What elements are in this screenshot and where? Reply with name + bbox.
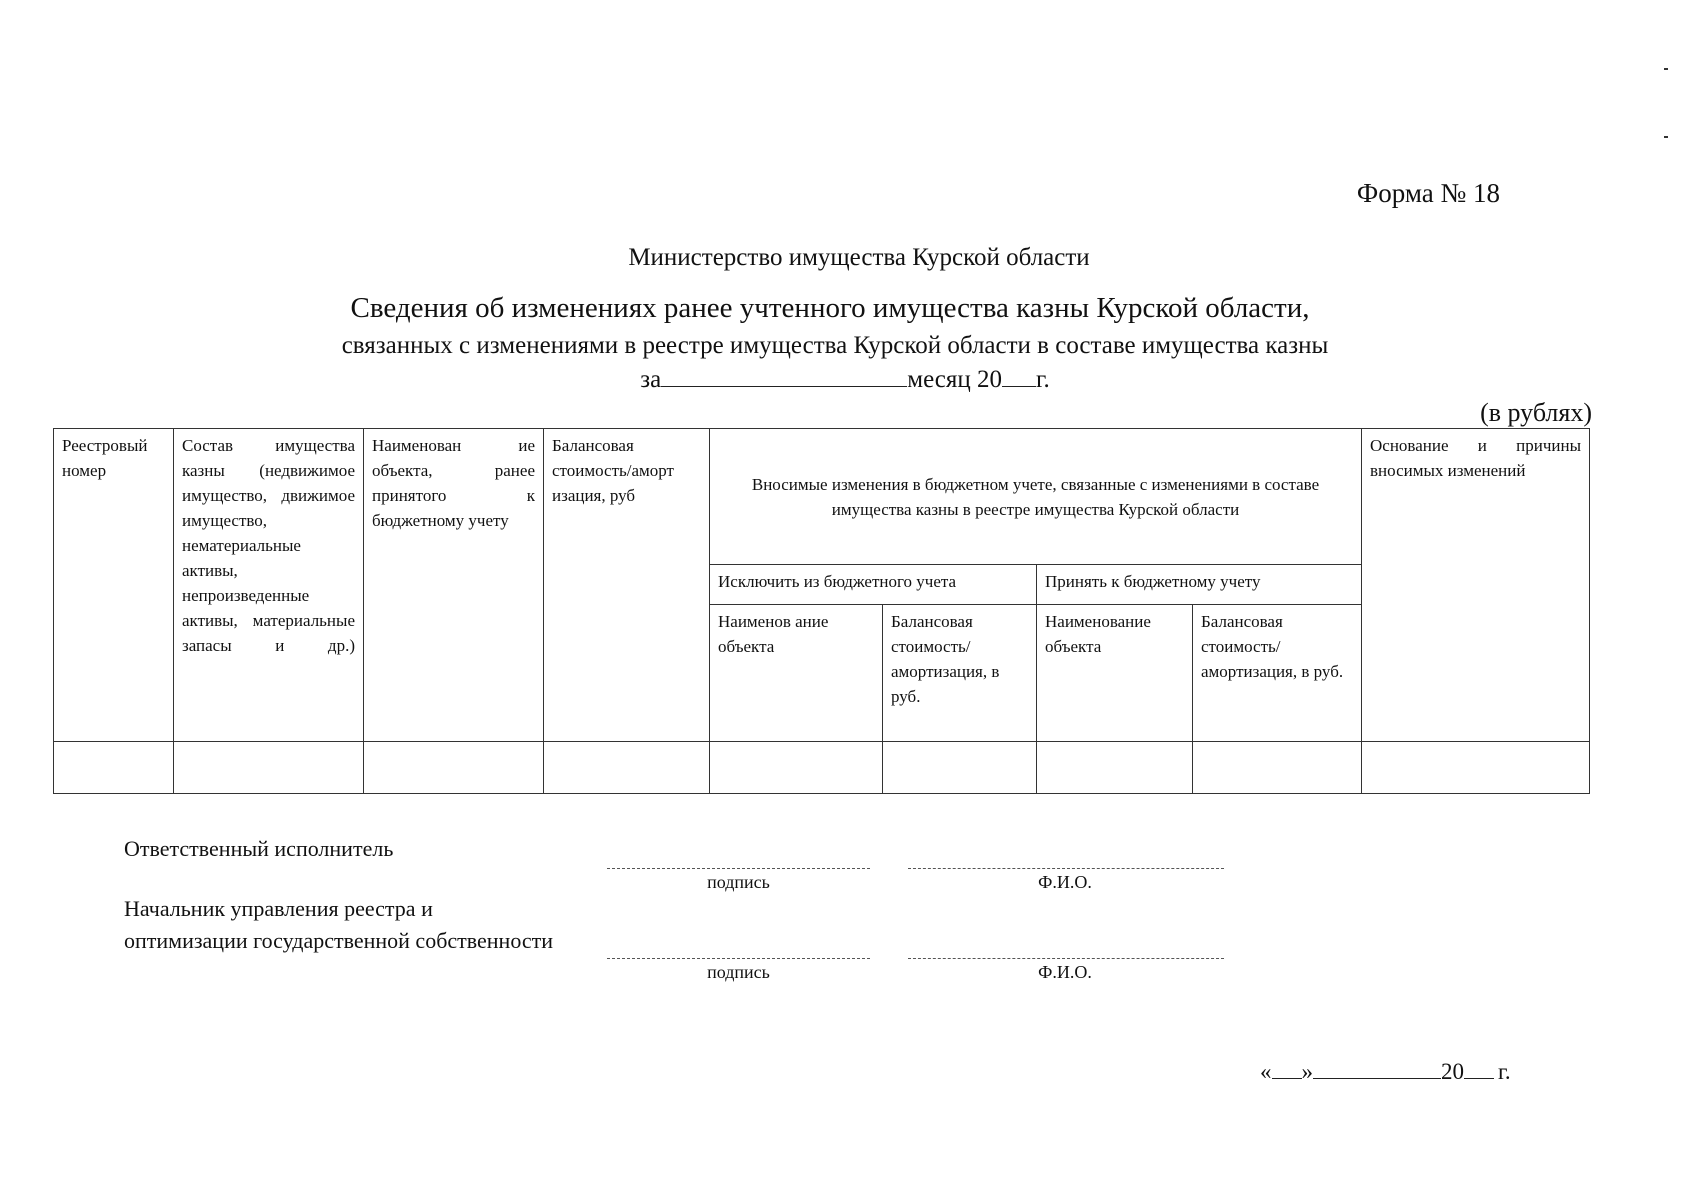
date-open-quote: «: [1260, 1059, 1272, 1084]
date-close-quote: »: [1301, 1059, 1313, 1084]
head-signature-line[interactable]: [607, 958, 870, 959]
cell-basis[interactable]: [1362, 741, 1590, 793]
period-month-blank[interactable]: [661, 366, 907, 387]
ministry-name: Министерство имущества Курской области: [628, 244, 1090, 271]
header-changes-group: Вносимые изменения в бюджетном учете, связанные с изменениями в составе имущества казны в реестре имущества Курской области: [710, 429, 1362, 565]
date-year-suffix: г.: [1498, 1059, 1511, 1084]
signing-date: [1260, 1058, 1511, 1085]
currency-unit-note: (в рублях): [1480, 398, 1592, 427]
document-title: Сведения об изменениях ранее учтенного имущества казны Курской области,: [350, 292, 1310, 324]
period-year-blank[interactable]: [1002, 366, 1036, 387]
executor-signature-line[interactable]: [607, 868, 870, 869]
cell-registry-number[interactable]: [54, 741, 174, 793]
changes-table: [53, 428, 1590, 794]
period-prefix: за: [640, 366, 662, 393]
header-registry-number: Реестровый номер: [54, 429, 174, 742]
head-label-line2: оптимизации государственной собственности: [124, 928, 554, 953]
header-composition: Состав имущества казны (недвижимое имущество, движимое имущество, нематериальные активы, непроизведенные активы, материальные запасы и др.): [174, 429, 364, 742]
executor-signature-caption: подпись: [707, 872, 770, 892]
cell-composition[interactable]: [174, 741, 364, 793]
header-exclude-group: Исключить из бюджетного учета: [710, 565, 1037, 605]
document-subtitle: связанных с изменениями в реестре имущества Курской области в составе имущества казны: [341, 332, 1329, 359]
date-year-blank[interactable]: [1464, 1058, 1494, 1079]
header-accept-value: Балансовая стоимость/ амортизация, в руб.: [1193, 605, 1362, 741]
form-number: Форма № 18: [1356, 178, 1500, 208]
period-suffix: г.: [1036, 366, 1050, 393]
cell-accept-name[interactable]: [1037, 741, 1193, 793]
scan-mark-top: [1664, 68, 1668, 70]
header-object-name: Наименован ие объекта, ранее принятого к бюджетному учету: [364, 429, 544, 742]
executor-name-caption: Ф.И.О.: [1038, 872, 1092, 892]
header-balance-value: Балансовая стоимость/аморт изация, руб: [544, 429, 710, 742]
head-name-line[interactable]: [908, 958, 1224, 959]
header-exclude-name: Наименов ание объекта: [710, 605, 883, 741]
head-name-caption: Ф.И.О.: [1038, 962, 1092, 982]
cell-accept-value[interactable]: [1193, 741, 1362, 793]
header-basis: Основание и причины вносимых изменений: [1362, 429, 1590, 742]
executor-name-line[interactable]: [908, 868, 1224, 869]
header-accept-group: Принять к бюджетному учету: [1037, 565, 1362, 605]
header-accept-name: Наименование объекта: [1037, 605, 1193, 741]
executor-label: Ответственный исполнитель: [124, 836, 394, 861]
cell-exclude-value[interactable]: [883, 741, 1037, 793]
date-month-blank[interactable]: [1313, 1058, 1441, 1079]
header-exclude-value: Балансовая стоимость/ амортизация, в руб.: [883, 605, 1037, 741]
cell-balance-value[interactable]: [544, 741, 710, 793]
table-row: [54, 741, 1590, 793]
date-year-prefix: 20: [1441, 1059, 1464, 1084]
cell-exclude-name[interactable]: [710, 741, 883, 793]
report-period: [0, 366, 1690, 394]
head-signature-caption: подпись: [707, 962, 770, 982]
head-label-line1: Начальник управления реестра и: [124, 896, 433, 921]
cell-object-name[interactable]: [364, 741, 544, 793]
scan-mark-bottom: [1664, 136, 1668, 138]
period-month-label: месяц 20: [907, 366, 1003, 393]
date-day-blank[interactable]: [1272, 1058, 1302, 1079]
